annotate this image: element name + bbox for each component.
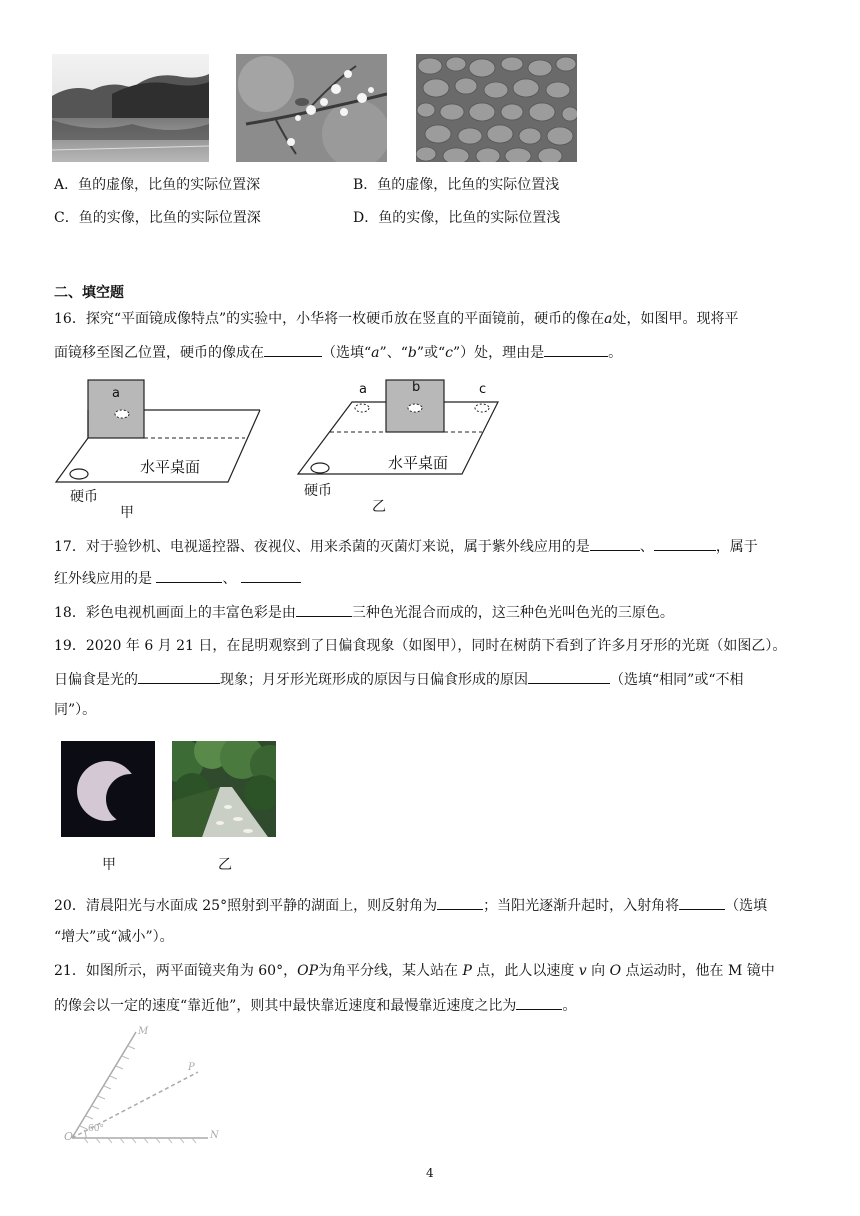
q16-option-b: b — [407, 345, 417, 361]
q16-text-4: （选填“ — [322, 345, 372, 361]
q16-jia-coin-label: 硬币 — [70, 489, 98, 505]
q20-blank-reflection — [437, 895, 483, 910]
q16-text-3: 面镜移至图乙位置，硬币的像成在 — [54, 345, 264, 361]
q16-text-1: 16．探究“平面镜成像特点”的实验中，小华将一枚硬币放在竖直的平面镜前，硬币的像在 — [54, 311, 605, 327]
option-b: B．鱼的虚像，比鱼的实际位置浅 — [353, 177, 560, 193]
q17-line-2 — [54, 568, 301, 588]
q16-yi-label-b: b — [412, 380, 421, 395]
q21-angle-label: 60° — [88, 1124, 104, 1134]
page-number: 4 — [426, 1166, 434, 1180]
q16-jia-table-label: 水平桌面 — [140, 458, 201, 476]
q16-yi-coin-label: 硬币 — [304, 483, 332, 499]
q21-text-3: 点，此人以速度 — [476, 963, 575, 979]
q21-var-v: v — [578, 963, 587, 979]
q17-text-2: ，属于 — [715, 539, 758, 555]
q16-var-a: a — [604, 311, 613, 327]
option-a: A．鱼的虚像，比鱼的实际位置深 — [54, 177, 261, 193]
q16-blank-reason — [544, 342, 608, 357]
q20-line-2: “增大”或“减小”）。 — [54, 929, 174, 945]
q21-var-p: P — [462, 963, 472, 979]
q21-line-1 — [54, 962, 775, 980]
q16-line-2 — [54, 342, 622, 362]
option-c: C．鱼的实像，比鱼的实际位置深 — [54, 210, 261, 226]
q21-text-5: 点运动时，他在 M 镜中 — [625, 963, 775, 979]
q19-caption-jia: 甲 — [102, 857, 116, 873]
q21-label-n: N — [210, 1130, 219, 1141]
q21-text-4: 向 — [591, 963, 606, 979]
q16-yi-fig-label: 乙 — [372, 499, 386, 515]
solar-eclipse-photo — [61, 741, 155, 837]
q21-line-2 — [54, 995, 576, 1015]
q17-text-3: 红外线应用的是 — [54, 571, 152, 587]
q16-figure-yi — [292, 378, 507, 518]
q21-var-op: OP — [297, 963, 318, 979]
q21-text-6: 的像会以一定的速度“靠近他”，则其中最快靠近速度和最慢靠近速度之比为 — [54, 998, 517, 1014]
q16-option-c: c — [445, 345, 453, 361]
q19-line-3: 同”）。 — [54, 702, 97, 718]
q16-line-1 — [54, 310, 739, 328]
q21-label-m: M — [138, 1026, 149, 1037]
q20-text-2: ；当阳光逐渐升起时，入射角将 — [483, 898, 680, 914]
q16-yi-label-c: c — [479, 382, 487, 397]
q17-line-1 — [54, 536, 758, 556]
q16-option-a: a — [371, 345, 380, 361]
q21-text-2: 为角平分线，某人站在 — [318, 963, 458, 979]
q19-blank-phenomenon — [138, 669, 220, 684]
q17-text-1: 17．对于验钞机、电视遥控器、夜视仪、用来杀菌的灭菌灯来说，属于紫外线应用的是 — [54, 539, 590, 555]
q17-blank-ir-2 — [241, 568, 301, 583]
q19-caption-yi: 乙 — [218, 857, 232, 873]
q19-text-2: 现象；月牙形光斑形成的原因与日偏食形成的原因 — [220, 672, 528, 688]
q18-line-1 — [54, 602, 674, 622]
q21-label-o: O — [64, 1130, 74, 1143]
q17-blank-uv-1 — [590, 536, 640, 551]
q16-sep-2: ”或“ — [416, 345, 446, 361]
q16-text-2: 处，如图甲。现将平 — [612, 311, 739, 327]
q20-text-3: （选填 — [725, 898, 768, 914]
tree-shade-path-photo — [172, 741, 276, 837]
q16-jia-fig-label: 甲 — [120, 505, 134, 521]
q20-text-1: 20．清晨阳光与水面成 25°照射到平静的湖面上，则反射角为 — [54, 898, 438, 914]
q17-sep: 、 — [639, 539, 654, 555]
lake-landscape-photo — [52, 54, 209, 162]
q17-blank-ir-1 — [156, 568, 222, 583]
q20-line-1 — [54, 895, 767, 915]
q18-text-2: 三种色光混合而成的，这三种色光叫色光的三原色。 — [351, 605, 674, 621]
q21-label-p: P — [188, 1062, 195, 1073]
option-d: D．鱼的实像，比鱼的实际位置浅 — [353, 210, 561, 226]
q21-var-o: O — [609, 963, 622, 979]
q17-blank-uv-2 — [654, 536, 716, 551]
q19-text-1: 日偏食是光的 — [54, 672, 138, 688]
q19-blank-same — [528, 669, 610, 684]
q20-blank-incidence — [679, 895, 725, 910]
q19-text-3: （选填“相同”或“不相 — [610, 672, 744, 688]
q19-line-1: 19．2020 年 6 月 21 日，在昆明观察到了日偏食现象（如图甲），同时在树荫下看到了许多月牙形的光斑（如图乙）。 — [54, 638, 787, 654]
q16-text-end: 。 — [608, 345, 623, 361]
q16-sep-1: ”、“ — [379, 345, 408, 361]
q16-jia-mirror-label: a — [112, 386, 120, 401]
q21-blank-ratio — [516, 995, 562, 1010]
q16-figure-jia — [50, 374, 280, 524]
q18-blank-colors — [296, 602, 352, 617]
q16-yi-label-a: a — [359, 382, 367, 397]
q16-text-5: ”）处，理由是 — [453, 345, 545, 361]
q21-text-end: 。 — [562, 998, 577, 1014]
q18-text-1: 18．彩色电视机画面上的丰富色彩是由 — [54, 605, 296, 621]
q21-mirror-figure — [60, 1026, 230, 1150]
pebbles-photo — [416, 54, 577, 162]
section-title: 二、填空题 — [54, 285, 124, 301]
q19-line-2 — [54, 669, 743, 689]
q17-sep-2: 、 — [222, 571, 237, 587]
plum-blossom-photo — [236, 54, 387, 162]
q21-text-1: 21．如图所示，两平面镜夹角为 60°， — [54, 963, 298, 979]
q16-blank-position — [264, 342, 322, 357]
q16-yi-table-label: 水平桌面 — [388, 454, 449, 472]
